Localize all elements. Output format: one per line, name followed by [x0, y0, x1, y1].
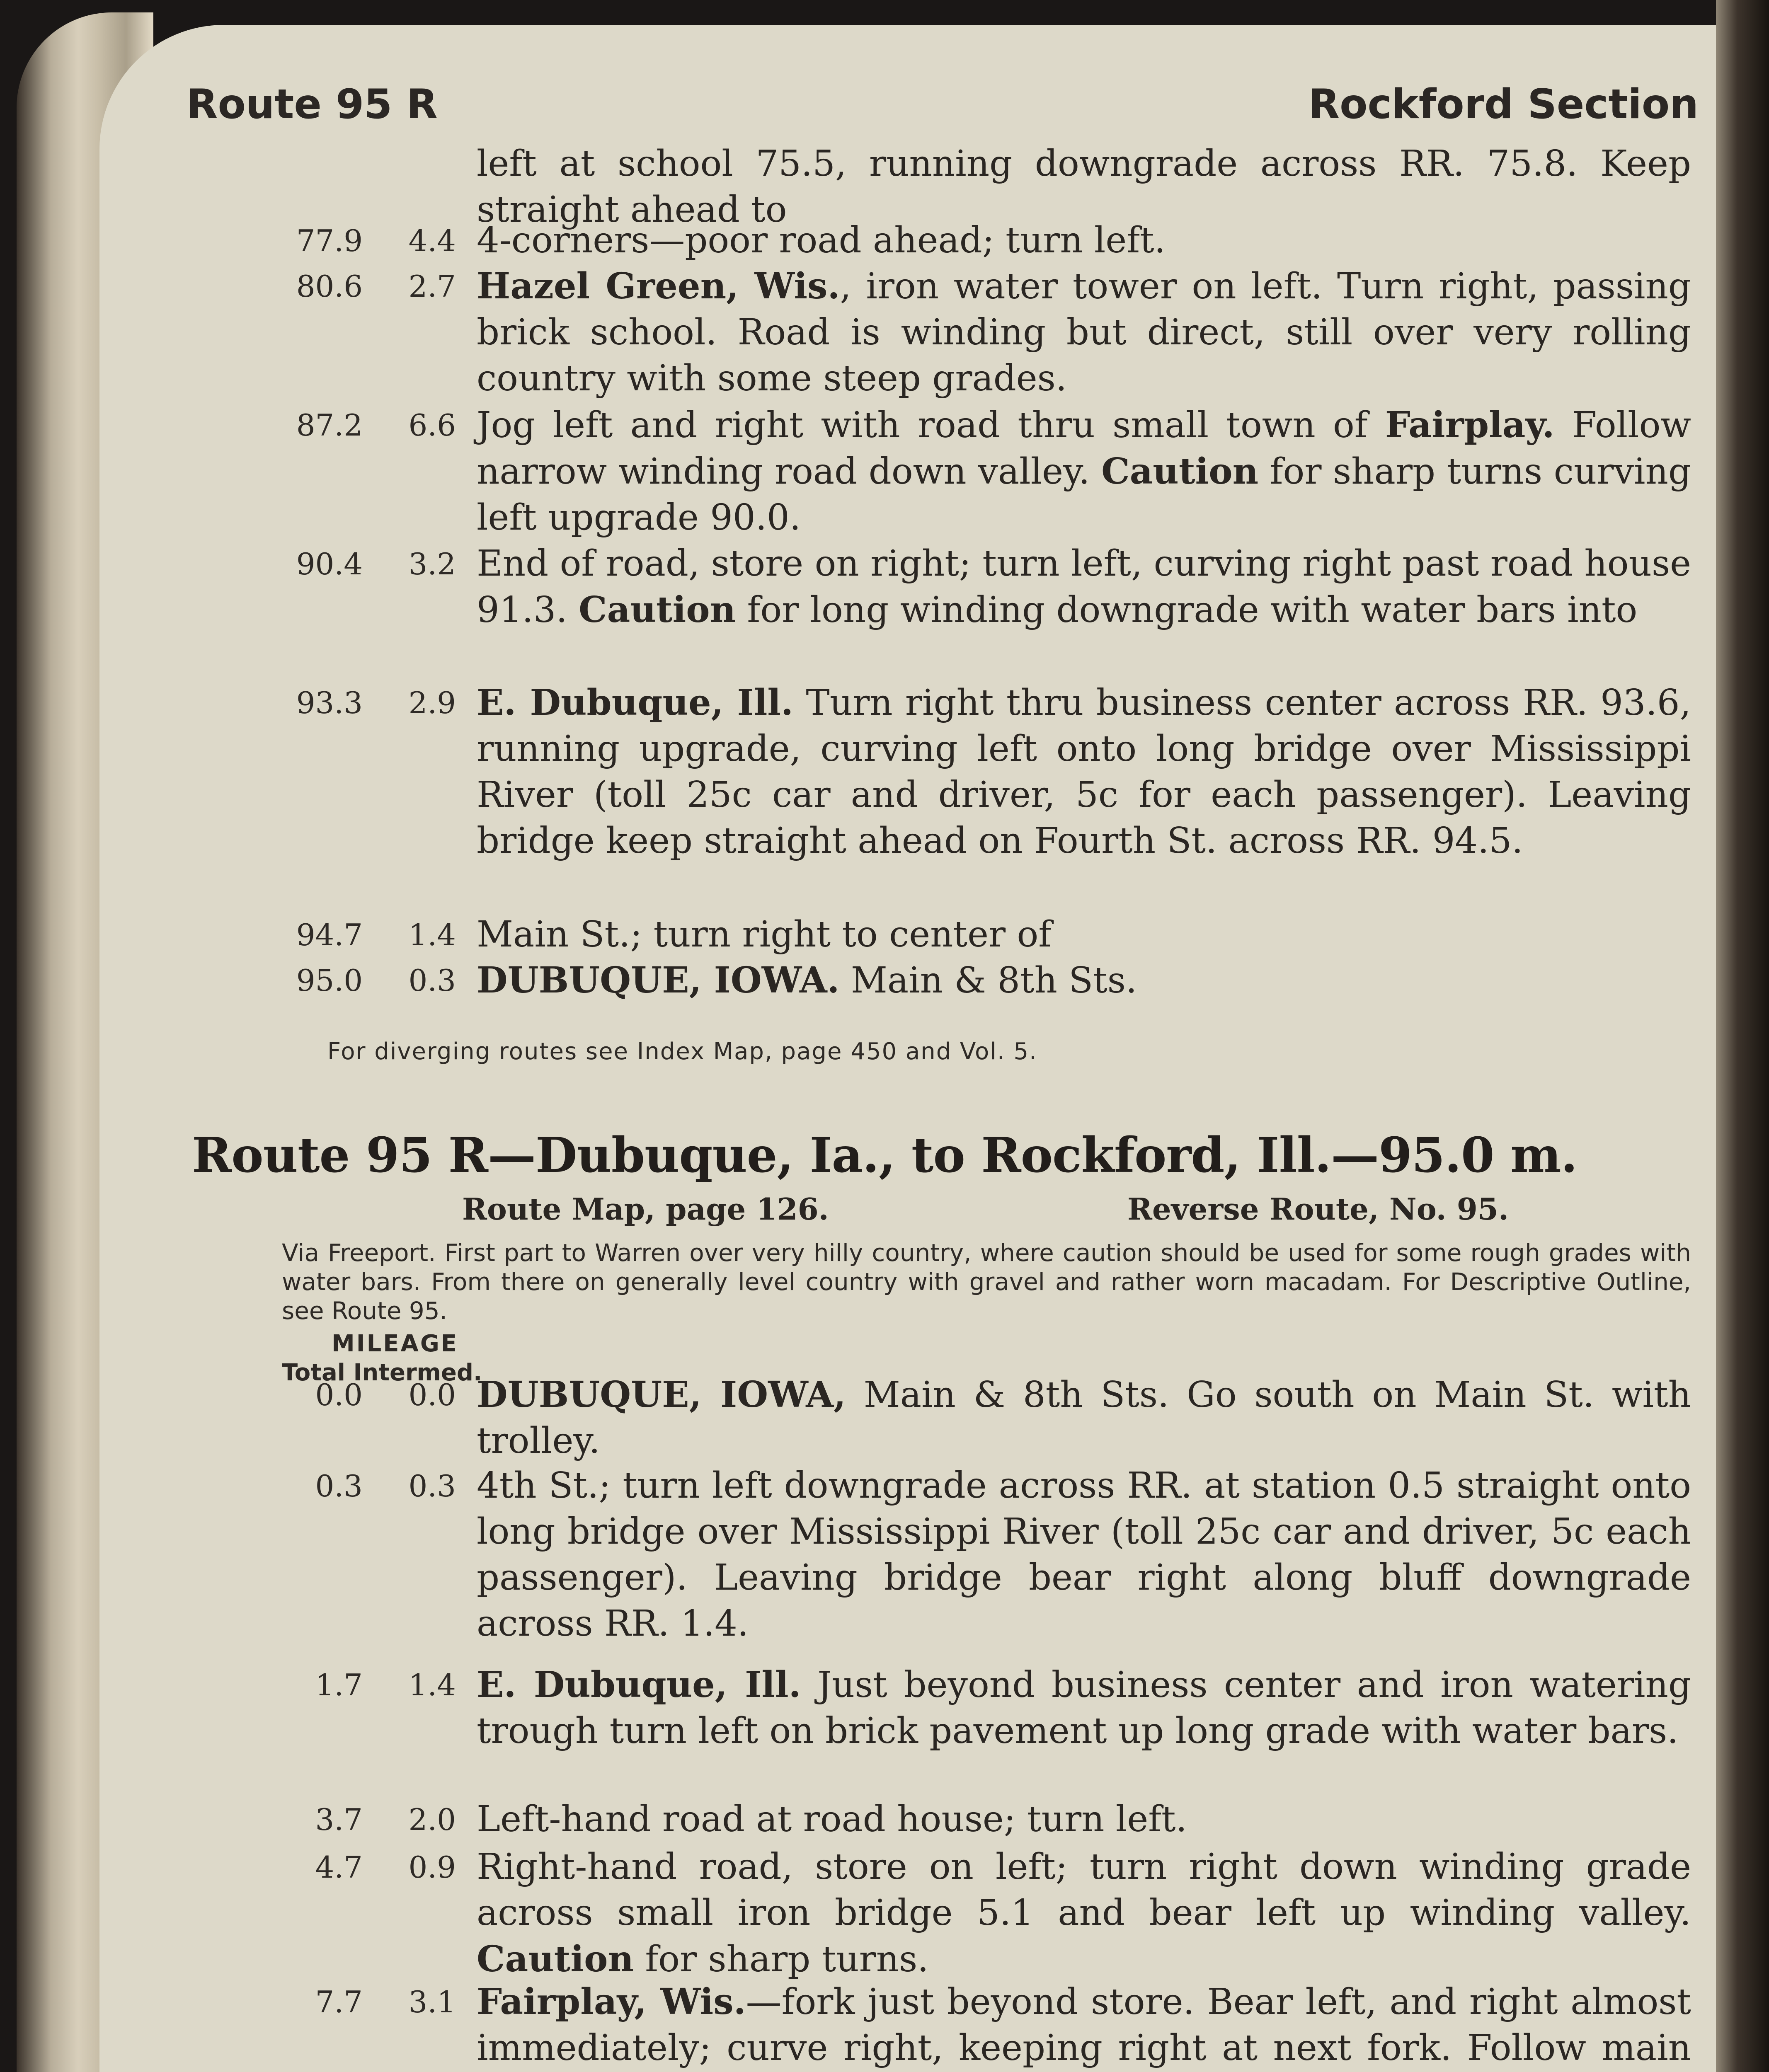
- reverse-route-reference: Reverse Route, No. 95.: [1127, 1191, 1509, 1227]
- route-description-text: Via Freeport. First part to Warren over very hilly country, where caution should be used for some rough grades with water bars. From there on generally level country with gravel and rather worn macadam. For Descriptive Outline, see Route 95.: [282, 1239, 1691, 1325]
- total-mileage: 7.7: [315, 1985, 363, 2019]
- intermediate-mileage: 2.9: [408, 685, 456, 720]
- direction-text: E. Dubuque, Ill. Just beyond business center and iron watering trough turn left on brick pavement up long grade with water bars.: [477, 1664, 1691, 1752]
- intermediate-mileage: 1.4: [408, 917, 456, 952]
- direction-text: Right-hand road, store on left; turn right down winding grade across small iron bridge 5.1 and bear left up winding valley. Caution for sharp turns.: [477, 1846, 1691, 1980]
- direction-text: E. Dubuque, Ill. Turn right thru business center across RR. 93.6, running upgrade, curving left onto long bridge over Mississippi River (toll 25c car and driver, 5c for each passenger). Leaving bridge keep straight ahead on Fourth St. across RR. 94.5.: [477, 682, 1691, 862]
- intermediate-mileage: 0.3: [408, 963, 456, 998]
- total-mileage: 77.9: [296, 223, 363, 258]
- total-mileage: 94.7: [296, 917, 363, 952]
- running-head-section: Rockford Section: [1308, 81, 1699, 128]
- direction-text: Main St.; turn right to center of: [477, 914, 1052, 955]
- total-mileage: 1.7: [315, 1668, 363, 1702]
- total-mileage: 3.7: [315, 1802, 363, 1837]
- intermediate-mileage: 2.7: [408, 269, 456, 304]
- intermediate-mileage: 4.4: [408, 223, 456, 258]
- route-description: [282, 1238, 1691, 1325]
- intermediate-mileage: 1.4: [408, 1668, 456, 1702]
- total-mileage: 80.6: [296, 269, 363, 304]
- route-map-reference: Route Map, page 126.: [462, 1191, 829, 1227]
- total-mileage: 93.3: [296, 685, 363, 720]
- direction-text: 4th St.; turn left downgrade across RR. at station 0.5 straight onto long bridge over Mississippi River (toll 25c car and driver, 5c each passenger). Leaving bridge bear right along bluff downgrade across RR. 1.4.: [477, 1465, 1691, 1644]
- diverging-routes-note: For diverging routes see Index Map, page 450 and Vol. 5.: [327, 1038, 1037, 1065]
- route-title: Route 95 R—Dubuque, Ia., to Rockford, Ill.—95.0 m.: [191, 1127, 1578, 1184]
- total-mileage: 90.4: [296, 547, 363, 581]
- direction-text: Left-hand road at road house; turn left.: [477, 1798, 1187, 1840]
- direction-text: End of road, store on right; turn left, curving right past road house 91.3. Caution for long winding downgrade with water bars into: [477, 543, 1691, 631]
- intermediate-mileage: 0.9: [408, 1850, 456, 1885]
- total-mileage: 87.2: [296, 408, 363, 443]
- direction-text: Hazel Green, Wis., iron water tower on left. Turn right, passing brick school. Road is winding but direct, still over very rolling country with some steep grades.: [477, 265, 1691, 399]
- mileage-label: MILEAGE: [332, 1330, 459, 1357]
- direction-text: left at school 75.5, running downgrade across RR. 75.8. Keep straight ahead to: [477, 143, 1691, 230]
- direction-text: DUBUQUE, IOWA, Main & 8th Sts. Go south on Main St. with trolley.: [477, 1374, 1691, 1462]
- total-mileage: 95.0: [296, 963, 363, 998]
- intermediate-mileage: 3.1: [408, 1985, 456, 2019]
- total-mileage: 0.3: [315, 1469, 363, 1503]
- intermediate-mileage: 2.0: [408, 1802, 456, 1837]
- direction-text: Jog left and right with road thru small town of Fairplay. Follow narrow winding road down valley. Caution for sharp turns curving left upgrade 90.0.: [477, 404, 1691, 538]
- total-mileage: 4.7: [315, 1850, 363, 1885]
- intermediate-mileage: 3.2: [408, 547, 456, 581]
- book-gutter: [1716, 0, 1769, 2072]
- intermediate-mileage: 0.3: [408, 1469, 456, 1503]
- running-head: [187, 81, 1699, 147]
- mileage-columns: Total Intermed.: [282, 1359, 482, 1386]
- intermediate-mileage: 6.6: [408, 408, 456, 443]
- direction-text: Fairplay, Wis.—fork just beyond store. Bear left, and right almost immediately; curve right, keeping right at next fork. Follow main: [477, 1981, 1691, 2069]
- direction-text: DUBUQUE, IOWA. Main & 8th Sts.: [477, 959, 1137, 1001]
- running-head-route: Route 95 R: [187, 81, 438, 128]
- total-mileage: 0.0: [315, 1377, 363, 1412]
- intermediate-mileage: 0.0: [408, 1377, 456, 1412]
- direction-text: 4-corners—poor road ahead; turn left.: [477, 220, 1166, 261]
